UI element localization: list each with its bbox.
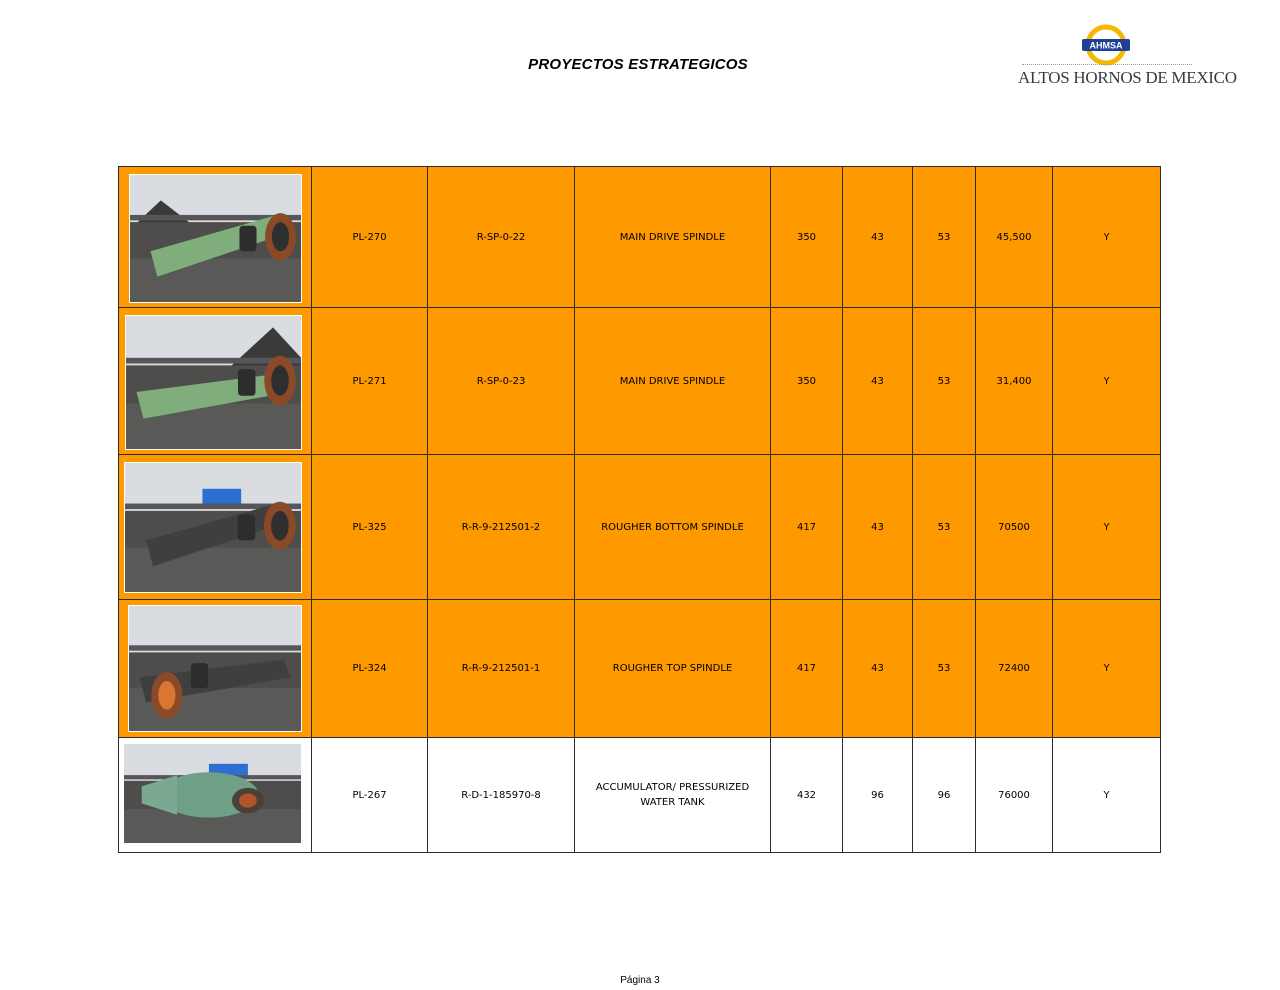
item-id-cell: PL-270 [312,167,428,308]
page-number: Página 3 [620,975,660,986]
item-id-cell: PL-325 [312,455,428,600]
table-row [119,455,1161,600]
value-a-cell: 350 [771,167,843,308]
spindle-photo [129,174,302,303]
value-c-cell: 53 [913,167,976,308]
value-c-cell: 96 [913,738,976,853]
table-row [119,308,1161,455]
logo-wordmark: ALTOS HORNOS DE MEXICO [1018,68,1237,87]
item-id-cell: PL-324 [312,600,428,738]
description-cell: ROUGHER BOTTOM SPINDLE [575,455,771,600]
value-c-cell: 53 [913,455,976,600]
value-b-cell: 43 [843,167,913,308]
photo-cell [119,600,312,738]
weight-cell: 72400 [976,600,1053,738]
value-a-cell: 417 [771,600,843,738]
description-cell: ROUGHER TOP SPINDLE [575,600,771,738]
value-a-cell: 432 [771,738,843,853]
flag-cell: Y [1053,167,1161,308]
logo-badge: AHMSA [1089,40,1123,51]
value-a-cell: 417 [771,455,843,600]
spindle-photo [128,605,302,732]
photo-cell [119,455,312,600]
part-code-cell: R-D-1-185970-8 [428,738,575,853]
description-cell: MAIN DRIVE SPINDLE [575,167,771,308]
table-row [119,167,1161,308]
item-id-cell: PL-267 [312,738,428,853]
description-cell: MAIN DRIVE SPINDLE [575,308,771,455]
table-row [119,738,1161,853]
weight-cell: 70500 [976,455,1053,600]
photo-cell [119,738,312,853]
part-code-cell: R-R-9-212501-2 [428,455,575,600]
spindle-photo [125,315,302,450]
value-b-cell: 43 [843,308,913,455]
weight-cell: 76000 [976,738,1053,853]
value-b-cell: 96 [843,738,913,853]
table-row [119,600,1161,738]
description-cell: ACCUMULATOR/ PRESSURIZED WATER TANK [575,738,771,853]
value-b-cell: 43 [843,600,913,738]
flag-cell: Y [1053,738,1161,853]
value-b-cell: 43 [843,455,913,600]
photo-cell [119,308,312,455]
logo-divider [1022,64,1192,65]
weight-cell: 45,500 [976,167,1053,308]
project-table [118,166,1161,853]
value-a-cell: 350 [771,308,843,455]
spindle-photo [124,462,302,593]
ahmsa-emblem-icon [1078,24,1134,66]
company-logo [1018,24,1237,90]
weight-cell: 31,400 [976,308,1053,455]
part-code-cell: R-SP-0-22 [428,167,575,308]
item-id-cell: PL-271 [312,308,428,455]
flag-cell: Y [1053,600,1161,738]
flag-cell: Y [1053,308,1161,455]
flag-cell: Y [1053,455,1161,600]
value-c-cell: 53 [913,600,976,738]
photo-cell [119,167,312,308]
part-code-cell: R-R-9-212501-1 [428,600,575,738]
value-c-cell: 53 [913,308,976,455]
tank-photo [123,743,302,844]
page-title: PROYECTOS ESTRATEGICOS [528,56,748,73]
part-code-cell: R-SP-0-23 [428,308,575,455]
